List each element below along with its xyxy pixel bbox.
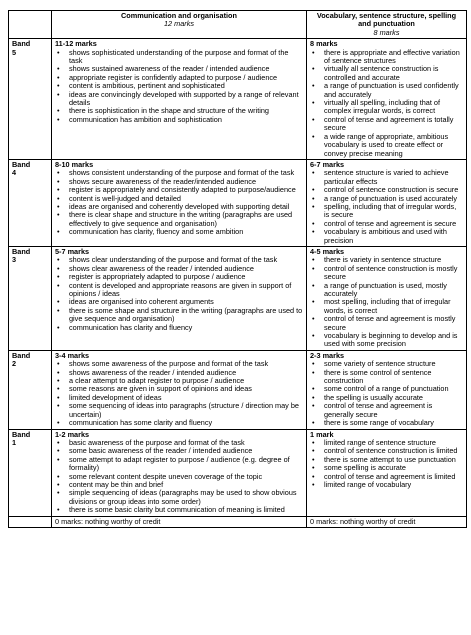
vocab-band-marks: 2-3 marks: [310, 350, 345, 360]
criterion-item: • ideas are convincingly developed with supported by a range of relevant details: [69, 91, 303, 108]
criterion-item: • shows secure awareness of the reader/intended audience: [69, 178, 303, 186]
criterion-item: • a range of punctuation is used accurately: [324, 195, 463, 203]
band-label: Band 5: [9, 39, 52, 160]
band-row: [9, 39, 467, 160]
band-rows: [9, 39, 467, 516]
criterion-item: • shows clear understanding of the purpose and format of the task: [69, 256, 303, 264]
band-label: Band 1: [9, 429, 52, 516]
criterion-item: • some variety of sentence structure: [324, 360, 463, 368]
band-label: Band 4: [9, 159, 52, 246]
vocab-descriptor-cell: [307, 39, 467, 160]
criterion-item: • content may be thin and brief: [69, 481, 303, 489]
comm-descriptor-cell: [52, 429, 307, 516]
criterion-item: • control of tense and agreement is secure: [324, 220, 463, 228]
vocab-descriptor-cell: [307, 350, 467, 429]
criterion-item: • register is appropriately and consistently adapted to purpose/audience: [69, 186, 303, 194]
criterion-item: • there is some attempt to use punctuation: [324, 456, 463, 464]
criterion-item: • basic awareness of the purpose and format of the task: [69, 439, 303, 447]
criterion-item: • a clear attempt to adapt register to purpose / audience: [69, 377, 303, 385]
comm-descriptor-cell: [52, 350, 307, 429]
header-row: [9, 11, 467, 39]
comm-band-marks: 1-2 marks: [55, 429, 90, 439]
criterion-item: • some basic awareness of the reader / intended audience: [69, 447, 303, 455]
criterion-item: • shows consistent understanding of the purpose and format of the task: [69, 169, 303, 177]
criterion-item: • communication has clarity, fluency and some ambition: [69, 228, 303, 236]
criterion-item: • some spelling is accurate: [324, 464, 463, 472]
comm-descriptor-cell: [52, 159, 307, 246]
band-label: Band 3: [9, 246, 52, 350]
vocab-criteria-list: [310, 360, 463, 427]
criterion-item: • communication has ambition and sophistication: [69, 116, 303, 124]
criterion-item: • most spelling, including that of irregular words, is correct: [324, 298, 463, 315]
criterion-item: • control of sentence construction is mostly secure: [324, 265, 463, 282]
criterion-item: • the spelling is usually accurate: [324, 394, 463, 402]
criterion-item: • a wide range of appropriate, ambitious vocabulary is used to create effect or convey precise meaning: [324, 133, 463, 158]
criterion-item: • limited range of vocabulary: [324, 481, 463, 489]
comm-criteria-list: [55, 256, 303, 332]
criterion-item: • vocabulary is beginning to develop and is used with some precision: [324, 332, 463, 349]
criterion-item: • shows clear awareness of the reader / intended audience: [69, 265, 303, 273]
criterion-item: • virtually all sentence construction is controlled and accurate: [324, 65, 463, 82]
comm-criteria-list: [55, 439, 303, 515]
criterion-item: • some relevant content despite uneven coverage of the topic: [69, 473, 303, 481]
mark-scheme-table: [8, 10, 467, 528]
criterion-item: • limited range of sentence structure: [324, 439, 463, 447]
criterion-item: • some control of a range of punctuation: [324, 385, 463, 393]
criterion-item: • virtually all spelling, including that of complex irregular words, is correct: [324, 99, 463, 116]
criterion-item: • a range of punctuation is used, mostly accurately: [324, 282, 463, 299]
criterion-item: • there is clear shape and structure in the writing (paragraphs are used effectively to give sequence and organisation): [69, 211, 303, 228]
criterion-item: • ideas are organised and coherently developed with supporting detail: [69, 203, 303, 211]
vocab-descriptor-cell: [307, 246, 467, 350]
footer-vocab: 0 marks: nothing worthy of credit: [307, 516, 467, 527]
vocab-band-marks: 4-5 marks: [310, 246, 345, 256]
criterion-item: • vocabulary is ambitious and used with precision: [324, 228, 463, 245]
criterion-item: • communication has some clarity and fluency: [69, 419, 303, 427]
footer-row: [9, 516, 467, 527]
criterion-item: • simple sequencing of ideas (paragraphs may be used to show obvious divisions or group ideas into some order): [69, 489, 303, 506]
comm-title: Communication and organisation: [121, 11, 237, 20]
vocab-criteria-list: [310, 169, 463, 245]
band-row: [9, 159, 467, 246]
criterion-item: • there is some range of vocabulary: [324, 419, 463, 427]
criterion-item: • register is appropriately adapted to purpose / audience: [69, 273, 303, 281]
criterion-item: • control of sentence construction is secure: [324, 186, 463, 194]
criterion-item: • communication has clarity and fluency: [69, 324, 303, 332]
criterion-item: • control of tense and agreement is generally secure: [324, 402, 463, 419]
criterion-item: • some attempt to adapt register to purpose / audience (e.g. degree of formality): [69, 456, 303, 473]
criterion-item: • a range of punctuation is used confidently and accurately: [324, 82, 463, 99]
criterion-item: • limited development of ideas: [69, 394, 303, 402]
criterion-item: • there is sophistication in the shape and structure of the writing: [69, 107, 303, 115]
comm-band-marks: 8-10 marks: [55, 159, 94, 169]
header-band-cell: [9, 11, 52, 39]
criterion-item: • there is some control of sentence construction: [324, 369, 463, 386]
criterion-item: • sentence structure is varied to achieve particular effects: [324, 169, 463, 186]
band-row: [9, 350, 467, 429]
comm-criteria-list: [55, 49, 303, 125]
vocab-criteria-list: [310, 256, 463, 348]
comm-band-marks: 3-4 marks: [55, 350, 90, 360]
criterion-item: • there is some basic clarity but communication of meaning is limited: [69, 506, 303, 514]
criterion-item: • shows awareness of the reader / intended audience: [69, 369, 303, 377]
comm-criteria-list: [55, 169, 303, 236]
vocab-criteria-list: [310, 49, 463, 158]
footer-comm: 0 marks: nothing worthy of credit: [52, 516, 307, 527]
comm-criteria-list: [55, 360, 303, 427]
criterion-item: • spelling, including that of irregular words, is secure: [324, 203, 463, 220]
criterion-item: • content is developed and appropriate reasons are given in support of opinions / ideas: [69, 282, 303, 299]
comm-descriptor-cell: [52, 246, 307, 350]
vocab-band-marks: 1 mark: [310, 429, 334, 439]
comm-band-marks: 11-12 marks: [55, 39, 97, 49]
comm-total-marks: 12 marks: [163, 19, 194, 29]
band-row: [9, 429, 467, 516]
criterion-item: • control of tense and agreement is limited: [324, 473, 463, 481]
footer-band-cell: [9, 516, 52, 527]
criterion-item: • shows some awareness of the purpose and format of the task: [69, 360, 303, 368]
criterion-item: • appropriate register is confidently adapted to purpose / audience: [69, 74, 303, 82]
vocab-criteria-list: [310, 439, 463, 489]
band-row: [9, 246, 467, 350]
criterion-item: • some sequencing of ideas into paragraphs (structure / direction may be uncertain): [69, 402, 303, 419]
criterion-item: • there is some shape and structure in the writing (paragraphs are used to give sequence and organisation): [69, 307, 303, 324]
criterion-item: • ideas are organised into coherent arguments: [69, 298, 303, 306]
vocab-total-marks: 8 marks: [373, 27, 400, 37]
criterion-item: • shows sophisticated understanding of the purpose and format of the task: [69, 49, 303, 66]
criterion-item: • some reasons are given in support of opinions and ideas: [69, 385, 303, 393]
criterion-item: • control of sentence construction is limited: [324, 447, 463, 455]
criterion-item: • there is appropriate and effective variation of sentence structures: [324, 49, 463, 66]
band-label: Band 2: [9, 350, 52, 429]
vocab-descriptor-cell: [307, 159, 467, 246]
vocab-band-marks: 8 marks: [310, 39, 338, 49]
comm-descriptor-cell: [52, 39, 307, 160]
criterion-item: • shows sustained awareness of the reader / intended audience: [69, 65, 303, 73]
vocab-descriptor-cell: [307, 429, 467, 516]
header-comm-cell: [52, 11, 307, 39]
vocab-title: Vocabulary, sentence structure, spelling and punctuation: [316, 11, 457, 29]
criterion-item: • content is well-judged and detailed: [69, 195, 303, 203]
criterion-item: • control of tense and agreement is totally secure: [324, 116, 463, 133]
criterion-item: • control of tense and agreement is mostly secure: [324, 315, 463, 332]
criterion-item: • there is variety in sentence structure: [324, 256, 463, 264]
comm-band-marks: 5-7 marks: [55, 246, 90, 256]
vocab-band-marks: 6-7 marks: [310, 159, 345, 169]
header-vocab-cell: [307, 11, 467, 39]
criterion-item: • content is ambitious, pertinent and sophisticated: [69, 82, 303, 90]
